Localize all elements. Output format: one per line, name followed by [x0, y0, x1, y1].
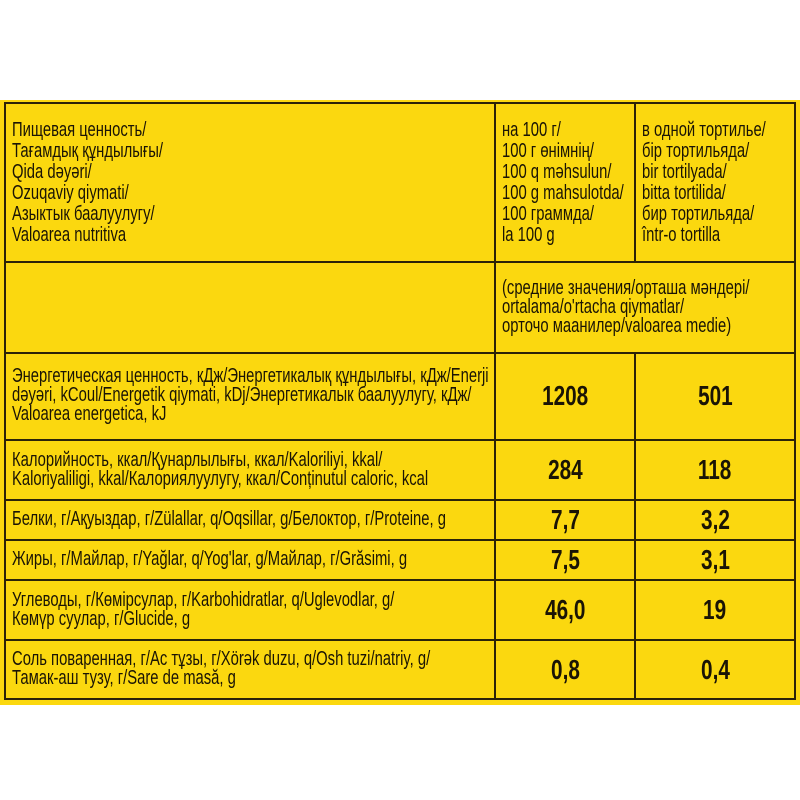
row-label-line: Valoarea energetica, kJ	[12, 403, 167, 426]
header-per100-line: 100 граммда/	[502, 202, 595, 225]
averages-note	[495, 262, 795, 353]
value-per-tortilla: 19	[635, 580, 795, 641]
averages-empty-cell	[5, 262, 495, 353]
value-per-100g: 7,7	[495, 500, 635, 539]
value-per-100g: 46,0	[495, 580, 635, 641]
row-label-line: Жиры, г/Майлар, г/Yağlar, q/Yog'lar, g/Майлар, г/Grăsimi, g	[12, 547, 408, 570]
header-title-line: Qida dəyəri/	[12, 160, 92, 183]
header-title-line: Ozuqaviy qiymati/	[12, 181, 129, 204]
header-title-line: Пищевая ценность/	[12, 118, 147, 141]
row-salt	[5, 640, 795, 699]
row-label	[5, 500, 495, 539]
row-label-line: Тамак-аш тузу, г/Sare de masă, g	[12, 667, 236, 690]
value-per-100g: 0,8	[495, 640, 635, 699]
header-tortilla-line: в одной тортилье/	[642, 118, 766, 141]
header-per100-line: la 100 g	[502, 223, 555, 246]
row-label-line: Углеводы, г/Көмірсулар, г/Karbohidratlar, q/Uglevodlar, g/	[12, 588, 395, 611]
row-label	[5, 540, 495, 580]
header-tortilla-line: bitta tortilida/	[642, 181, 726, 204]
header-nutrition-title	[5, 103, 495, 262]
averages-row	[5, 262, 795, 353]
header-per-tortilla	[635, 103, 795, 262]
value-per-100g: 1208	[495, 353, 635, 440]
header-per100-line: 100 g mahsulotda/	[502, 181, 624, 204]
header-per100-line: 100 г өнімнің/	[502, 139, 594, 162]
header-per100-line: 100 q məhsulun/	[502, 160, 612, 183]
row-label	[5, 580, 495, 641]
row-carbohydrates	[5, 580, 795, 641]
row-label-line: Калорийность, ккал/Қунарлылығы, ккал/Kaloriliyi, kkal/	[12, 448, 383, 471]
row-calories	[5, 440, 795, 501]
nutrition-table	[4, 102, 796, 700]
averages-line: ortalama/o'rtacha qiymatlar/	[502, 295, 685, 318]
header-tortilla-line: бір тортильяда/	[642, 139, 750, 162]
row-label	[5, 440, 495, 501]
row-energy	[5, 353, 795, 440]
header-tortilla-line: într-o tortilla	[642, 223, 721, 246]
header-row	[5, 103, 795, 262]
averages-line: орточо маанилер/valoarea medie)	[502, 314, 732, 337]
row-label-line: dəyəri, kCoul/Energetik qiymati, kDj/Энергетикалык баалуулугу, кДж/	[12, 384, 472, 407]
averages-line: (средние значения/орташа мәндері/	[502, 276, 750, 299]
header-title-line: Тағамдық құндылығы/	[12, 139, 164, 162]
value-per-100g: 284	[495, 440, 635, 501]
value-per-100g: 7,5	[495, 540, 635, 580]
value-per-tortilla: 501	[635, 353, 795, 440]
header-tortilla-line: бир тортильяда/	[642, 202, 755, 225]
row-label-line: Энергетическая ценность, кДж/Энергетикалық құндылығы, кДж/Enerji	[12, 365, 489, 388]
value-per-tortilla: 3,2	[635, 500, 795, 539]
header-per-100g	[495, 103, 635, 262]
value-per-tortilla: 3,1	[635, 540, 795, 580]
row-label-line: Белки, г/Ақуыздар, г/Zülallar, q/Oqsillar, g/Белоктор, г/Proteine, g	[12, 507, 446, 530]
row-label	[5, 353, 495, 440]
value-per-tortilla: 118	[635, 440, 795, 501]
row-fats	[5, 540, 795, 580]
row-label-line: Көмүр суулар, г/Glucide, g	[12, 607, 191, 630]
row-label-line: Соль поваренная, г/Ас тұзы, г/Xörək duzu, q/Osh tuzi/natriy, g/	[12, 648, 431, 671]
header-title-line: Азыктык баалуулугу/	[12, 202, 155, 225]
header-tortilla-line: bir tortilyada/	[642, 160, 727, 183]
value-per-tortilla: 0,4	[635, 640, 795, 699]
row-label-line: Kaloriyaliligi, kkal/Калориялуулугу, ккал/Conținutul caloric, kcal	[12, 467, 429, 490]
row-proteins	[5, 500, 795, 539]
header-per100-line: на 100 г/	[502, 118, 561, 141]
header-title-line: Valoarea nutritiva	[12, 223, 127, 246]
row-label	[5, 640, 495, 699]
